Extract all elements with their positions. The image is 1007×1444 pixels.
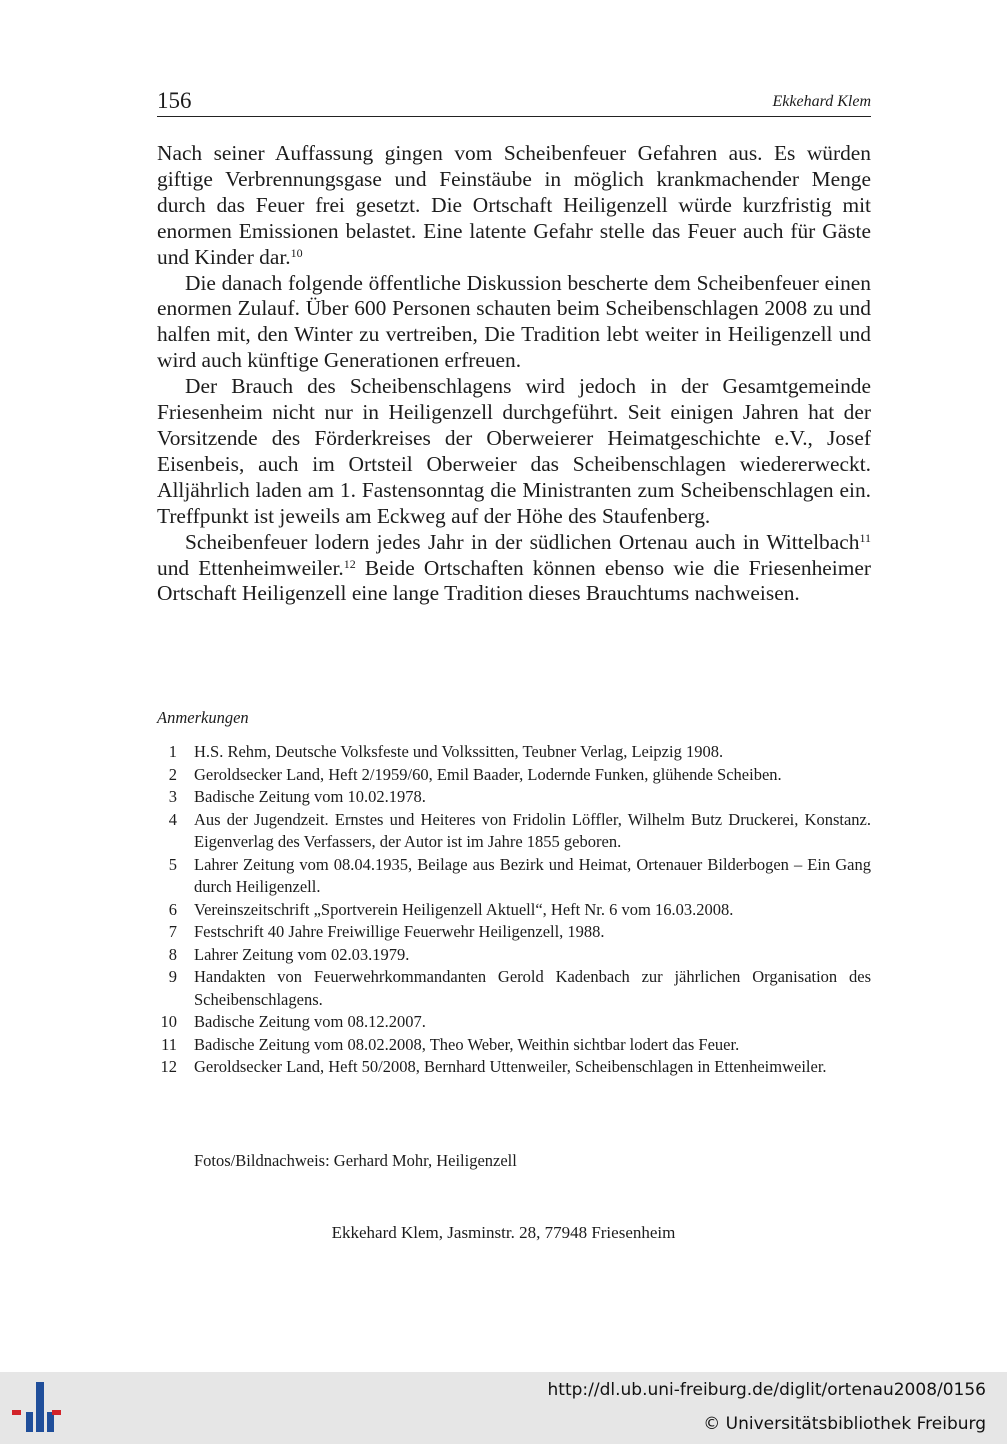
note-text: Lahrer Zeitung vom 08.04.1935, Beilage aus Bezirk und Heimat, Ortenauer Bilderbogen – Ein Gang durch Heiligenzell. (194, 854, 871, 896)
note-number: 5 (168, 854, 177, 874)
note-text: Lahrer Zeitung vom 02.03.1979. (194, 944, 410, 964)
note-text: Handakten von Feuerwehrkommandanten Gerold Kadenbach zur jährlichen Organisation des Scheibenschlagens. (194, 967, 871, 1009)
note-item (157, 741, 871, 764)
note-item (157, 809, 871, 854)
page-number: 156 (157, 88, 192, 113)
paragraph-3: Der Brauch des Scheibenschlagens wird jedoch in der Gesamtgemeinde Friesenheim nicht nur in Heiligenzell durchgeführt. Seit einigen Jahren hat der Vorsitzende des Förderkreises der Oberweierer Heimatgeschichte e.V., Josef Eisenbeis, auch im Ortsteil Oberweier das Scheibenschlagen wiedererweckt. Alljährlich laden am 1. Fastensonntag die Ministranten zum Scheibenschlagen ein. Treffpunkt ist jeweils am Eckweg auf der Höhe des Staufenberg. (157, 374, 871, 528)
note-text: Badische Zeitung vom 08.12.2007. (194, 1012, 426, 1031)
note-number: 3 (168, 787, 177, 806)
copyright-text: © Universitätsbibliothek Freiburg (703, 1414, 986, 1434)
note-number: 4 (168, 809, 177, 829)
note-text: Aus der Jugendzeit. Ernstes und Heiteres von Fridolin Löffler, Wilhelm Butz Druckerei, Konstanz. Eigenverlag des Verfassers, der Autor ist im Jahre 1855 geboren. (194, 809, 871, 851)
footnote-ref[interactable]: 10 (290, 245, 303, 260)
note-item (157, 899, 871, 922)
notes-list (157, 741, 871, 1079)
note-text: H.S. Rehm, Deutsche Volksfeste und Volkssitten, Teubner Verlag, Leipzig 1908. (194, 742, 724, 761)
note-item (157, 786, 871, 809)
note-number: 9 (168, 967, 177, 986)
note-item (157, 764, 871, 787)
note-item (157, 854, 871, 899)
note-item (157, 966, 871, 1011)
paragraph-1: Nach seiner Auffassung gingen vom Scheibenfeuer Gefahren aus. Es würden giftige Verbrennungsgase und Feinstäube in möglich krankmachender Menge durch das Feuer frei gesetzt. Die Ortschaft Heiligenzell würde kurzfristig mit enormen Emissionen belastet. Eine latente Gefahr stelle das Feuer auch für Gäste und Kinder dar.$^{10}$ (157, 141, 871, 269)
paragraph-2: Die danach folgende öffentliche Diskussion bescherte dem Scheibenfeuer einen enormen Zulauf. Über 600 Personen schauten beim Scheibenschlagen 2008 zu und halfen mit, den Winter zu vertreiben, Die Tradition lebt weiter in Heiligenzell und wird auch künftige Generationen erfreuen. (157, 270, 871, 373)
note-item (157, 921, 871, 944)
footnote-ref[interactable]: 12 (343, 556, 356, 571)
note-text: Badische Zeitung vom 08.02.2008, Theo Weber, Weithin sichtbar lodert das Feuer. (194, 1034, 740, 1054)
photo-credit: Fotos/Bildnachweis: Gerhard Mohr, Heiligenzell (194, 1151, 517, 1170)
note-item (157, 1034, 871, 1057)
note-text: Vereinszeitschrift „Sportverein Heiligenzell Aktuell“, Heft Nr. 6 vom 16.03.2008. (194, 899, 734, 919)
body-text (157, 141, 871, 607)
logo-left-bar (26, 1412, 33, 1432)
ub-freiburg-logo-icon[interactable] (0, 1372, 80, 1444)
note-number: 2 (168, 764, 177, 784)
source-url-link[interactable]: http://dl.ub.uni-freiburg.de/diglit/ortenau2008/0156 (547, 1380, 986, 1400)
note-item (157, 1011, 871, 1034)
notes-heading: Anmerkungen (157, 708, 249, 727)
footer-bar (0, 1372, 1007, 1444)
logo-left-mark (12, 1410, 21, 1415)
note-number: 8 (168, 944, 177, 964)
running-head: Ekkehard Klem (772, 93, 871, 110)
note-text: Festschrift 40 Jahre Freiwillige Feuerwehr Heiligenzell, 1988. (194, 922, 605, 941)
logo-right-mark (52, 1410, 61, 1415)
note-number: 1 (168, 742, 177, 761)
paragraph-4: Scheibenfeuer lodern jedes Jahr in der südlichen Ortenau auch in Wittelbach$^{11}$ und Ettenheimweiler.$^{12}$ Beide Ortschaften können ebenso wie die Friesenheimer Ortschaft Heiligenzell eine lange Tradition dieses Brauchtums nachweisen. (157, 529, 871, 606)
logo-center-bar (36, 1382, 44, 1432)
author-address: Ekkehard Klem, Jasminstr. 28, 77948 Friesenheim (331, 1223, 676, 1242)
page-header (157, 88, 871, 117)
note-number: 7 (168, 922, 177, 941)
note-item (157, 1056, 871, 1079)
footnote-ref[interactable]: 11 (859, 530, 871, 545)
note-text: Geroldsecker Land, Heft 2/1959/60, Emil Baader, Lodernde Funken, glühende Scheiben. (194, 764, 782, 784)
note-number: 11 (161, 1034, 177, 1054)
note-number: 12 (160, 1057, 177, 1076)
note-item (157, 944, 871, 967)
note-text: Geroldsecker Land, Heft 50/2008, Bernhard Uttenweiler, Scheibenschlagen in Ettenheimweiler. (194, 1057, 827, 1076)
note-number: 6 (168, 899, 177, 919)
note-text: Badische Zeitung vom 10.02.1978. (194, 787, 426, 806)
note-number: 10 (160, 1012, 177, 1031)
